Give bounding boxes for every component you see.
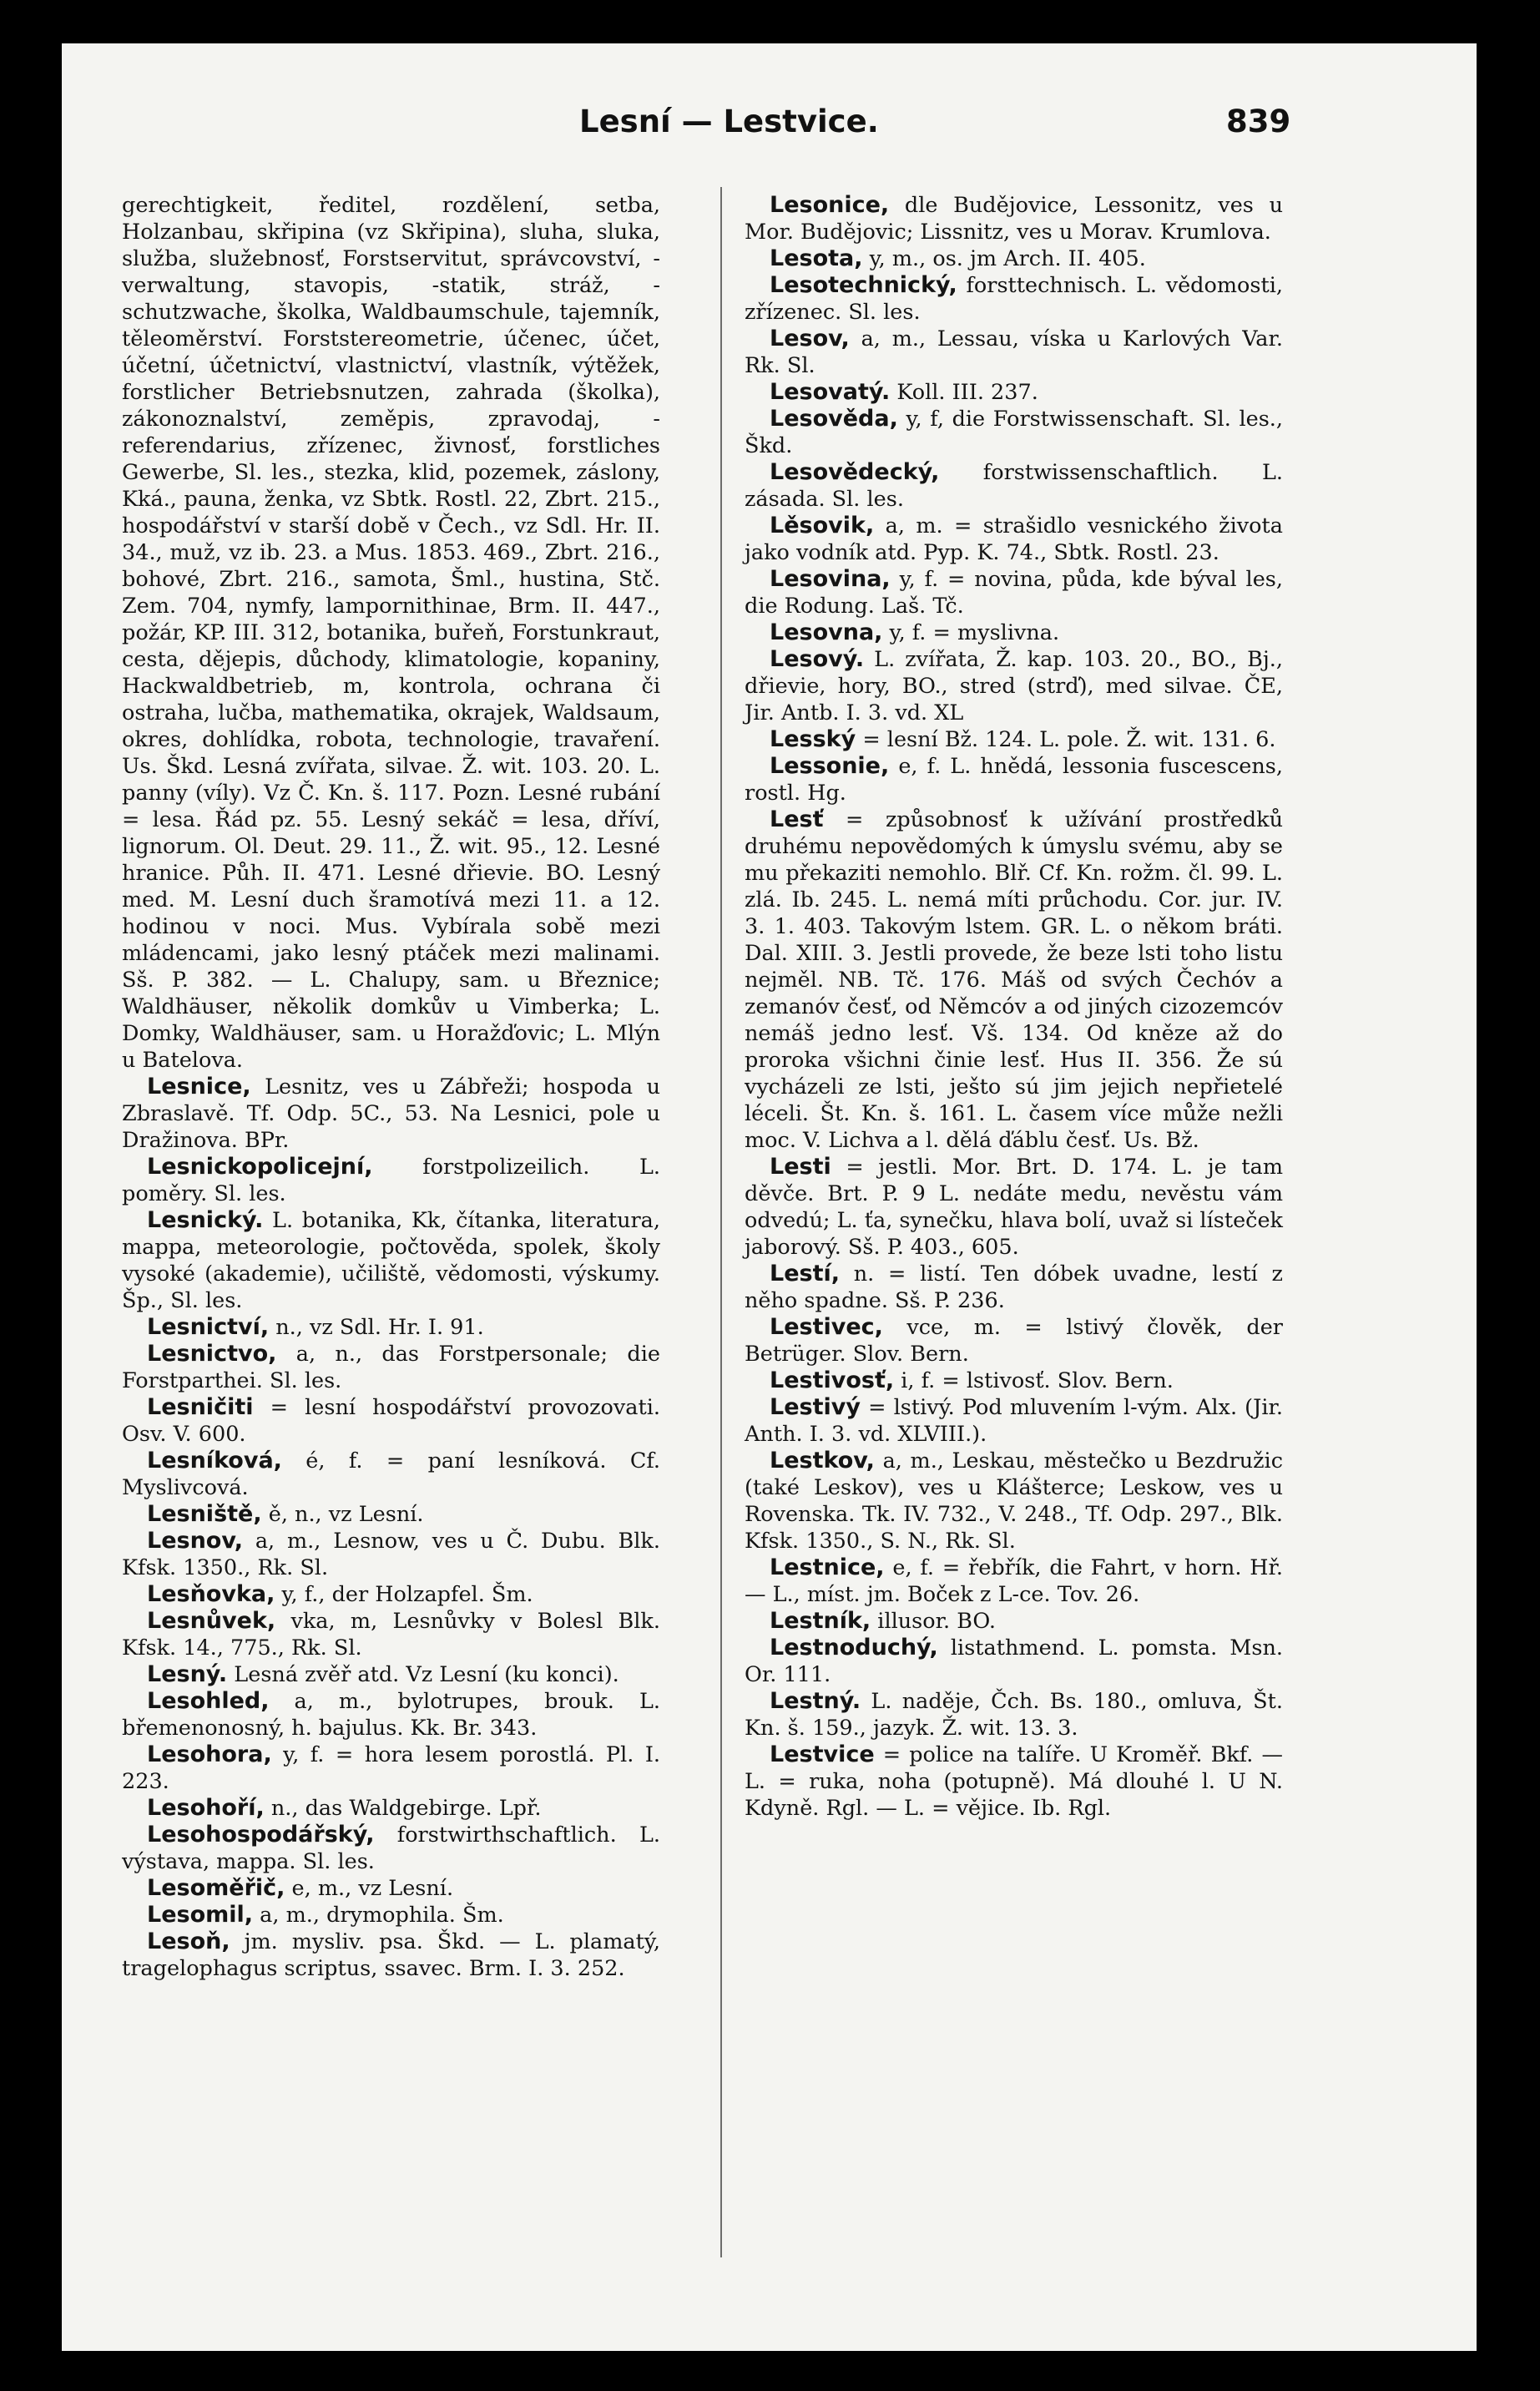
- entry-text: y, f, die Forstwissenschaft. Sl. les., Škd.: [745, 407, 1283, 458]
- entry-text: ě, n., vz Lesní.: [261, 1502, 424, 1527]
- dictionary-entry: [745, 192, 1283, 245]
- entry-headword: Lesoň,: [147, 1928, 230, 1954]
- dictionary-entry: [745, 1394, 1283, 1448]
- entry-text: = police na talíře. U Kroměř. Bkf. — L. = ruka, noha (potupně). Má dlouhé l. U N. Kdyně. Rgl. — L. = vějice. Ib. Rgl.: [745, 1742, 1283, 1821]
- dictionary-entry: [745, 406, 1283, 459]
- entry-headword: Lesohoří,: [147, 1795, 265, 1821]
- entry-headword: Lesnickopolicejní,: [147, 1154, 373, 1180]
- dictionary-entry: [745, 459, 1283, 513]
- dictionary-entry: [745, 1554, 1283, 1608]
- dictionary-entry: [745, 646, 1283, 726]
- entry-headword: Lesníková,: [147, 1448, 282, 1474]
- dictionary-entry: [122, 1501, 660, 1528]
- entry-headword: Lestí,: [770, 1261, 841, 1286]
- entry-text: y, f. = myslivna.: [882, 620, 1060, 645]
- left-column: [122, 192, 660, 1982]
- entry-text: gerechtigkeit, ředitel, rozdělení, setba, Holzanbau, skřipina (vz Skřipina), sluha, sluka, služba, služebnosť, Forstservitut, správcovství, -verwaltung, stavopis, -statik, stráž, -schutzwache, školka, Waldbaumschule, tajemník, těleoměrství. Forststereometrie, účenec, účet, účetní, účetnictví, vlastnictví, vlastník, výtěžek, forstlicher Betriebsnutzen, zahrada (školka), zákonoznalství, zeměpis, zpravodaj, -referendarius, zřízenec, živnosť, forstliches Gewerbe, Sl. les., stezka, klid, pozemek, záslony, Kká., pauna, ženka, vz Sbtk. Rostl. 22, Zbrt. 215., hospodářství v starší době v Čech., vz Sdl. Hr. II. 34., muž, vz ib. 23. a Mus. 1853. 469., Zbrt. 216., bohové, Zbrt. 216., samota, Šml., hustina, Stč. Zem. 704, nymfy, lampornithinae, Brm. II. 447., požár, KP. III. 312, botanika, buřeň, Forstunkraut, cesta, dějepis, důchody, klimatologie, kopaniny, Hackwaldbetrieb, m, kontrola, ochrana či ostraha, lučba, mathematika, okrajek, Waldsaum, okres, dohlídka, robota, technologie, travaření. Us. Škd. Lesná zvířata, silvae. Ž. wit. 103. 20. L. panny (víly). Vz Č. Kn. š. 117. Pozn. Lesné rubání = lesa. Řád pz. 55. Lesný sekáč = lesa, dříví, lignorum. Ol. Deut. 29. 11., Ž. wit. 95., 12. Lesné hranice. Půh. II. 471. Lesné dřievie. BO. Lesný med. M. Lesní duch šramotívá mezi 11. a 12. hodinou v noci. Mus. Vybírala sobě mezi mládencami, jako lesný ptáček mezi malinami. Sš. P. 382. — L. Chalupy, sam. u Březnice; Waldhäuser, několik domkův u Vimberka; L. Domky, Waldhäuser, sam. u Horažďovic; L. Mlýn u Batelova.: [122, 193, 660, 1073]
- entry-text: y, f., der Holzapfel. Šm.: [275, 1582, 533, 1607]
- entry-text: a, m., Leskau, městečko u Bezdružic (také Leskov), ves u Klášterce; Leskow, ves u Rovenska. Tk. IV. 732., V. 248., Tf. Odp. 297., Blk. Kfsk. 1350., S. N., Rk. Sl.: [745, 1448, 1283, 1554]
- entry-headword: Lestivec,: [770, 1314, 883, 1340]
- right-column: [745, 192, 1283, 1822]
- entry-text: illusor. BO.: [871, 1609, 996, 1634]
- entry-text: forstwirthschaftlich. L. výstava, mappa. Sl. les.: [122, 1822, 660, 1874]
- page-header: [62, 104, 1477, 154]
- dictionary-entry: [745, 1314, 1283, 1367]
- entry-text: i, f. = lstivosť. Slov. Bern.: [894, 1368, 1174, 1393]
- entry-headword: Lesniště,: [147, 1501, 262, 1527]
- entry-text: a, m., bylotrupes, brouk. L. břemenonosný, h. bajulus. Kk. Br. 343.: [122, 1689, 660, 1741]
- dictionary-entry: [745, 245, 1283, 272]
- entry-headword: Lesovědecký,: [770, 459, 940, 485]
- dictionary-entry: [745, 726, 1283, 753]
- entry-headword: Lesňovka,: [147, 1581, 275, 1607]
- dictionary-entry: [122, 1608, 660, 1661]
- dictionary-entry: [745, 1367, 1283, 1394]
- entry-text: = jestli. Mor. Brt. D. 174. L. je tam děvče. Brt. P. 9 L. nedáte medu, nevěstu vám odvedú; L. ťa, synečku, hlava bolí, uvaž si lísteček jaborový. Sš. P. 403., 605.: [745, 1155, 1283, 1260]
- dictionary-entry: [745, 1741, 1283, 1822]
- entry-text: Lesnitz, ves u Zábřeži; hospoda u Zbraslavě. Tf. Odp. 5C., 53. Na Lesnici, pole u Dražinova. BPr.: [122, 1074, 660, 1153]
- entry-text: = lstivý. Pod mluvením l-vým. Alx. (Jir. Anth. I. 3. vd. XLVIII.).: [745, 1395, 1283, 1447]
- entry-headword: Lestnice,: [770, 1554, 885, 1580]
- entry-headword: Lesnice,: [147, 1074, 251, 1099]
- entry-text: L. naděje, Čch. Bs. 180., omluva, Št. Kn. š. 159., jazyk. Ž. wit. 13. 3.: [745, 1689, 1283, 1741]
- dictionary-entry: [122, 1314, 660, 1341]
- entry-text: = způsobnosť k užívání prostředků druhému nepovědomých k úmyslu svému, aby se mu překaziti nemohlo. Blř. Cf. Kn. rožm. čl. 99. L. zlá. Ib. 245. L. nemá míti průchodu. Cor. jur. IV. 3. 1. 403. Takovým lstem. GR. L. o někom bráti. Dal. XIII. 3. Jestli provede, že beze lsti toho listu nejměl. NB. Tč. 176. Máš od svých Čechóv a zemanóv česť, od Němcóv a od jiných cizozemcóv nemáš jedno lesť. Vš. 134. Od kněze až do proroka všichni činie lesť. Hus II. 356. Že sú vycházeli ze lsti, ješto sú jim jejich nepřietelé léceli. Št. Kn. š. 161. L. časem více může nežli moc. V. Lichva a l. dělá ďáblu česť. Us. Bž.: [745, 807, 1283, 1153]
- entry-text: = lesní Bž. 124. L. pole. Ž. wit. 131. 6.: [856, 727, 1276, 752]
- entry-text: = lesní hospodářství provozovati. Osv. V. 600.: [122, 1395, 660, 1447]
- dictionary-entry: [745, 379, 1283, 406]
- entry-text: forstpolizeilich. L. poměry. Sl. les.: [122, 1155, 660, 1206]
- entry-text: e, f. L. hnědá, lessonia fuscescens, rostl. Hg.: [745, 754, 1283, 806]
- entry-headword: Lesomil,: [147, 1902, 254, 1928]
- dictionary-entry: [122, 1341, 660, 1394]
- entry-text: jm. mysliv. psa. Škd. — L. plamatý, tragelophagus scriptus, ssavec. Brm. I. 3. 252.: [122, 1929, 660, 1981]
- dictionary-entry: [122, 1154, 660, 1207]
- entry-headword: Lesnov,: [147, 1528, 244, 1554]
- entry-text: a, m., Lessau, víska u Karlových Var. Rk. Sl.: [745, 326, 1283, 378]
- dictionary-entry: [745, 1688, 1283, 1741]
- entry-headword: Lesověda,: [770, 406, 898, 432]
- entry-text: Lesná zvěř atd. Vz Lesní (ku konci).: [227, 1662, 619, 1687]
- dictionary-entry: [745, 1261, 1283, 1314]
- entry-text: dle Budějovice, Lessonitz, ves u Mor. Budějovic; Lissnitz, ves u Morav. Krumlova.: [745, 193, 1283, 245]
- entry-text: n. = listí. Ten dóbek uvadne, lestí z něho spadne. Sš. P. 236.: [745, 1261, 1283, 1313]
- entry-headword: Lesovna,: [770, 619, 883, 645]
- entry-headword: Lesnictvo,: [147, 1341, 277, 1367]
- entry-text: vka, m, Lesnůvky v Bolesl Blk. Kfsk. 14., 775., Rk. Sl.: [122, 1609, 660, 1661]
- entry-headword: Lesnický.: [147, 1207, 264, 1233]
- dictionary-entry: [745, 806, 1283, 1154]
- entry-headword: Lesovatý.: [770, 379, 891, 405]
- column-divider: [720, 187, 722, 2257]
- dictionary-entry: [745, 326, 1283, 379]
- entry-text: L. botanika, Kk, čítanka, literatura, mappa, meteorologie, počtověda, spolek, školy vysoké (akademie), učiliště, vědomosti, výskumy. Šp., Sl. les.: [122, 1208, 660, 1313]
- entry-headword: Lesohled,: [147, 1688, 270, 1714]
- dictionary-entry: [122, 192, 660, 1074]
- dictionary-entry: [745, 566, 1283, 619]
- entry-text: forsttechnisch. L. vědomosti, zřízenec. Sl. les.: [745, 273, 1283, 325]
- dictionary-entry: [745, 1154, 1283, 1261]
- entry-text: y, m., os. jm Arch. II. 405.: [862, 246, 1146, 271]
- running-head: Lesní — Lestvice.: [579, 104, 879, 139]
- entry-text: n., vz Sdl. Hr. I. 91.: [269, 1315, 484, 1340]
- dictionary-entry: [122, 1074, 660, 1154]
- entry-headword: Lestivosť,: [770, 1367, 895, 1393]
- dictionary-entry: [122, 1928, 660, 1982]
- entry-text: listathmend. L. pomsta. Msn. Or. 111.: [745, 1635, 1283, 1687]
- entry-headword: Lesovina,: [770, 566, 891, 592]
- entry-headword: Lestník,: [770, 1608, 871, 1634]
- entry-headword: Lesti: [770, 1154, 831, 1180]
- dictionary-entry: [122, 1688, 660, 1741]
- dictionary-entry: [745, 619, 1283, 646]
- entry-text: é, f. = paní lesníková. Cf. Myslivcová.: [122, 1448, 660, 1500]
- entry-text: L. zvířata, Ž. kap. 103. 20., BO., Bj., dřievie, hory, BO., stred (strď), med silvae. ČE, Jir. Antb. I. 3. vd. XL: [745, 647, 1283, 725]
- entry-text: e, f. = řebřík, die Fahrt, v horn. Hř. — L., míst. jm. Boček z L-ce. Tov. 26.: [745, 1555, 1283, 1607]
- entry-headword: Lestivý: [770, 1394, 861, 1420]
- entry-headword: Lessonie,: [770, 753, 890, 779]
- entry-text: a, m., Lesnow, ves u Č. Dubu. Blk. Kfsk. 1350., Rk. Sl.: [122, 1529, 660, 1580]
- entry-text: a, n., das Forstpersonale; die Forstparthei. Sl. les.: [122, 1342, 660, 1393]
- dictionary-entry: [745, 1448, 1283, 1554]
- entry-text: a, m. = strašidlo vesnického života jako vodník atd. Pyp. K. 74., Sbtk. Rostl. 23.: [745, 513, 1283, 565]
- dictionary-page: [62, 43, 1477, 2351]
- entry-headword: Lesnůvek,: [147, 1608, 276, 1634]
- entry-text: forstwissenschaftlich. L. zásada. Sl. les.: [745, 460, 1283, 512]
- dictionary-entry: [122, 1875, 660, 1902]
- dictionary-entry: [122, 1448, 660, 1501]
- dictionary-entry: [745, 1608, 1283, 1635]
- entry-headword: Lestnoduchý,: [770, 1635, 938, 1661]
- dictionary-entry: [122, 1207, 660, 1314]
- entry-headword: Lesný.: [147, 1661, 228, 1687]
- entry-text: n., das Waldgebirge. Lpř.: [264, 1796, 542, 1821]
- entry-text: y, f. = novina, půda, kde býval les, die Rodung. Laš. Tč.: [745, 567, 1283, 619]
- dictionary-entry: [122, 1581, 660, 1608]
- entry-headword: Lesov,: [770, 326, 850, 351]
- entry-headword: Lesota,: [770, 245, 863, 271]
- entry-headword: Lesonice,: [770, 192, 890, 218]
- entry-headword: Lesoměřič,: [147, 1875, 285, 1901]
- dictionary-entry: [745, 753, 1283, 806]
- entry-headword: Lesničiti: [147, 1394, 254, 1420]
- entry-headword: Lestkov,: [770, 1448, 875, 1474]
- entry-text: Koll. III. 237.: [890, 380, 1038, 405]
- entry-headword: Lesský: [770, 726, 856, 752]
- entry-text: y, f. = hora lesem porostlá. Pl. I. 223.: [122, 1742, 660, 1794]
- dictionary-entry: [745, 272, 1283, 326]
- dictionary-entry: [122, 1394, 660, 1448]
- dictionary-entry: [122, 1902, 660, 1928]
- entry-headword: Lesotechnický,: [770, 272, 957, 298]
- dictionary-entry: [122, 1795, 660, 1822]
- entry-text: e, m., vz Lesní.: [285, 1876, 454, 1901]
- dictionary-entry: [745, 513, 1283, 566]
- entry-headword: Lesnictví,: [147, 1314, 270, 1340]
- dictionary-entry: [122, 1661, 660, 1688]
- entry-headword: Lestvice: [770, 1741, 875, 1767]
- entry-headword: Lestný.: [770, 1688, 861, 1714]
- dictionary-entry: [122, 1528, 660, 1581]
- dictionary-entry: [745, 1635, 1283, 1688]
- entry-headword: Lesohospodářský,: [147, 1822, 375, 1848]
- dictionary-entry: [122, 1741, 660, 1795]
- entry-text: a, m., drymophila. Šm.: [253, 1903, 504, 1928]
- entry-headword: Lesť: [770, 806, 824, 832]
- page-number: 839: [1226, 104, 1291, 139]
- entry-headword: Lesový.: [770, 646, 865, 672]
- entry-headword: Lěsovik,: [770, 513, 875, 538]
- dictionary-entry: [122, 1822, 660, 1875]
- entry-headword: Lesohora,: [147, 1741, 272, 1767]
- entry-text: vce, m. = lstivý člověk, der Betrüger. Slov. Bern.: [745, 1315, 1283, 1367]
